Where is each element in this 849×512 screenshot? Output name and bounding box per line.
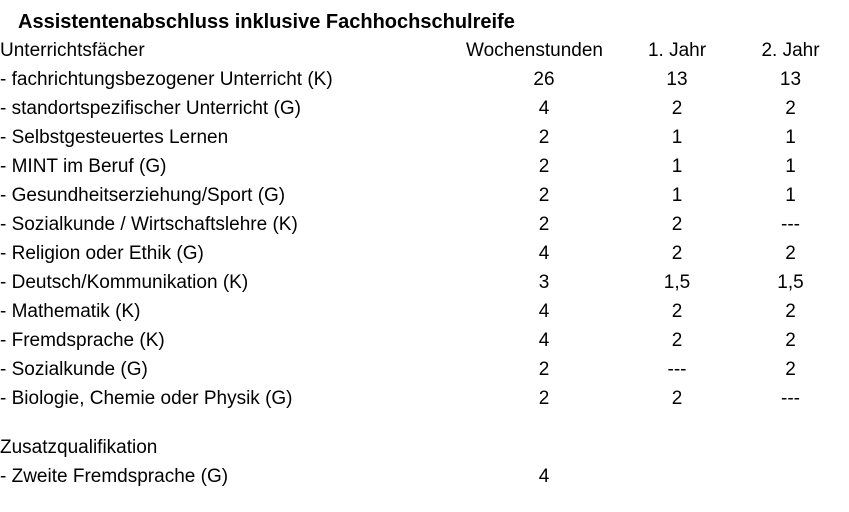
cell-subject: - Sozialkunde / Wirtschaftslehre (K) bbox=[0, 214, 298, 235]
table-header-row bbox=[0, 36, 849, 65]
cell-hours: 26 bbox=[533, 69, 555, 90]
section-heading-hours bbox=[466, 433, 622, 462]
cell-year1: 1 bbox=[671, 156, 683, 177]
cell-hours: 2 bbox=[538, 214, 550, 235]
table-row bbox=[0, 326, 849, 355]
cell-year2: 1 bbox=[785, 185, 796, 206]
section-heading-zusatzqualifikation: Zusatzqualifikation bbox=[0, 437, 158, 458]
cell-year2: --- bbox=[781, 388, 800, 409]
cell-year1: 2 bbox=[671, 98, 683, 119]
cell-year1: --- bbox=[667, 359, 687, 380]
cell-subject: - MINT im Beruf (G) bbox=[0, 156, 167, 177]
cell-subject: - Zweite Fremdsprache (G) bbox=[0, 466, 229, 487]
column-header-hours: Wochenstunden bbox=[466, 40, 603, 61]
cell-hours: 4 bbox=[538, 243, 550, 264]
table-row bbox=[0, 94, 849, 123]
cell-hours: 4 bbox=[538, 466, 550, 487]
cell-subject: - Religion oder Ethik (G) bbox=[0, 243, 204, 264]
table-row bbox=[0, 65, 849, 94]
cell-year2: 2 bbox=[785, 243, 796, 264]
table-spacer-row bbox=[0, 413, 849, 433]
spacer-cell bbox=[622, 413, 732, 433]
cell-hours: 2 bbox=[538, 127, 550, 148]
cell-year1: 2 bbox=[671, 330, 683, 351]
cell-subject: - Selbstgesteuertes Lernen bbox=[0, 127, 229, 148]
section-heading-year2 bbox=[732, 433, 849, 462]
cell-year2: 13 bbox=[779, 69, 802, 90]
table-row bbox=[0, 462, 849, 491]
column-header-year2: 2. Jahr bbox=[761, 40, 820, 61]
cell-year2: 1,5 bbox=[777, 272, 804, 293]
cell-hours: 4 bbox=[538, 330, 550, 351]
cell-subject: - Mathematik (K) bbox=[0, 301, 141, 322]
table-row bbox=[0, 355, 849, 384]
cell-year1: 1,5 bbox=[663, 272, 691, 293]
cell-hours: 2 bbox=[538, 156, 550, 177]
cell-subject: - Biologie, Chemie oder Physik (G) bbox=[0, 388, 293, 409]
section-heading-year1 bbox=[622, 433, 732, 462]
cell-year2: 2 bbox=[785, 359, 796, 380]
table-row bbox=[0, 239, 849, 268]
cell-hours: 4 bbox=[538, 98, 550, 119]
cell-year1: 2 bbox=[671, 388, 683, 409]
cell-hours: 2 bbox=[538, 359, 550, 380]
cell-year1 bbox=[622, 462, 732, 491]
cell-subject: - Sozialkunde (G) bbox=[0, 359, 148, 380]
cell-year2: 1 bbox=[785, 127, 796, 148]
table-row bbox=[0, 210, 849, 239]
table-row bbox=[0, 384, 849, 413]
curriculum-table bbox=[0, 36, 849, 491]
column-header-year1: 1. Jahr bbox=[647, 40, 707, 61]
cell-subject: - Gesundheitserziehung/Sport (G) bbox=[0, 185, 286, 206]
spacer-cell bbox=[0, 413, 466, 433]
cell-year2: 2 bbox=[785, 330, 796, 351]
cell-year2 bbox=[732, 462, 849, 491]
page-title: Assistentenabschluss inklusive Fachhochschulreife bbox=[18, 11, 515, 33]
table-row bbox=[0, 297, 849, 326]
cell-subject: - Deutsch/Kommunikation (K) bbox=[0, 272, 249, 293]
cell-hours: 3 bbox=[538, 272, 550, 293]
cell-subject: - standortspezifischer Unterricht (G) bbox=[0, 98, 301, 119]
cell-subject: - fachrichtungsbezogener Unterricht (K) bbox=[0, 69, 333, 90]
table-row bbox=[0, 181, 849, 210]
cell-year1: 2 bbox=[671, 243, 683, 264]
cell-year2: 2 bbox=[785, 301, 796, 322]
cell-year2: 1 bbox=[785, 156, 796, 177]
cell-year1: 13 bbox=[666, 69, 688, 90]
spacer-cell bbox=[466, 413, 622, 433]
column-header-subject: Unterrichtsfächer bbox=[0, 40, 145, 61]
cell-subject: - Fremdsprache (K) bbox=[0, 330, 165, 351]
cell-year1: 2 bbox=[671, 214, 683, 235]
table-row bbox=[0, 268, 849, 297]
spacer-cell bbox=[732, 413, 849, 433]
cell-year1: 1 bbox=[671, 185, 683, 206]
cell-year2: 2 bbox=[785, 98, 796, 119]
table-row bbox=[0, 152, 849, 181]
cell-hours: 4 bbox=[538, 301, 550, 322]
cell-year1: 2 bbox=[671, 301, 683, 322]
cell-hours: 2 bbox=[538, 185, 550, 206]
cell-hours: 2 bbox=[538, 388, 550, 409]
section-heading-row bbox=[0, 433, 849, 462]
cell-year1: 1 bbox=[671, 127, 683, 148]
cell-year2: --- bbox=[781, 214, 800, 235]
table-row bbox=[0, 123, 849, 152]
